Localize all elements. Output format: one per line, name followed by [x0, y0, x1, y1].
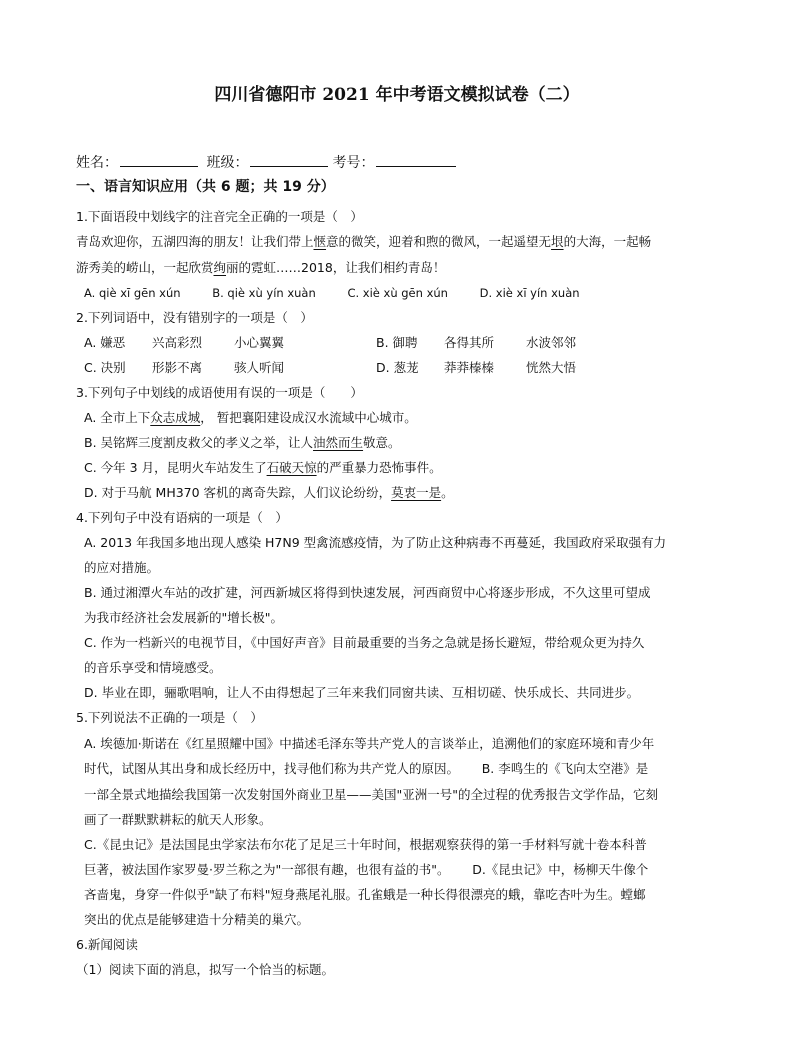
class-label: 班级： [206, 155, 249, 171]
q2-options-row-2 [84, 359, 576, 377]
q2-options-row-1 [84, 334, 576, 352]
section-heading: 一、语言知识应用（共 6 题；共 19 分） [76, 179, 335, 195]
class-blank[interactable] [250, 152, 328, 167]
q3-underlined-idiom: 莫衷一是 [391, 485, 442, 500]
q1-text: 游秀美的崂山，一起欣赏 [76, 260, 214, 275]
q1-option-c[interactable]: C. xiè xù gēn xún [347, 286, 448, 300]
q2-option-d-word: 恍然大悟 [526, 360, 577, 375]
q5-line-7: 吝啬鬼，身穿一件似乎"缺了布料"短身燕尾礼服。孔雀蛾是一种长得很漂亮的蛾，靠吃杏叶为生。螳螂 [84, 887, 646, 902]
q2-option-a-word: 兴高彩烈 [152, 335, 203, 350]
q1-stem: 1.下面语段中划线字的注音完全正确的一项是（ ） [76, 209, 363, 224]
q3-underlined-idiom: 油然而生 [313, 435, 364, 450]
q3-text: 敬意。 [363, 435, 401, 450]
q1-text: 青岛欢迎你，五湖四海的朋友！让我们带上 [76, 234, 314, 249]
q1-options [84, 284, 608, 302]
q6-stem: 6.新闻阅读 [76, 937, 138, 952]
q1-text: 丽的霓虹……2018，让我们相约青岛！ [226, 260, 446, 275]
name-blank[interactable] [120, 152, 198, 167]
q3-option-c[interactable] [84, 459, 442, 477]
q3-text: 。 [441, 485, 454, 500]
q1-text: 意的微笑，迎着和煦的微风，一起遥望无 [326, 234, 552, 249]
q5-stem: 5.下列说法不正确的一项是（ ） [76, 710, 263, 725]
q3-text: ， 暂把襄阳建设成汉水流域中心城市。 [200, 410, 417, 425]
number-blank[interactable] [376, 152, 456, 167]
q2-option-a-word[interactable]: A. 嫌恶 [84, 335, 126, 350]
q4-option-b-line-2: 为我市经济社会发展新的"增长极"。 [84, 610, 283, 625]
q3-text: D. 对于马航 MH370 客机的离奇失踪，人们议论纷纷， [84, 485, 392, 500]
q1-option-a[interactable]: A. qiè xī gēn xún [84, 286, 181, 300]
q3-underlined-idiom: 石破天惊 [266, 460, 317, 475]
q3-text: C. 今年 3 月，昆明火车站发生了 [84, 460, 267, 475]
q2-option-c-word: 形影不离 [152, 360, 203, 375]
page-title: 四川省德阳市 2021 年中考语文模拟试卷（二） [214, 85, 580, 105]
q3-stem: 3.下列句子中划线的成语使用有误的一项是（ ） [76, 385, 363, 400]
q2-option-d-word[interactable]: D. 葱茏 [376, 360, 419, 375]
q4-option-a-line-2: 的应对措施。 [84, 560, 160, 575]
q1-underlined-char: 绚 [213, 260, 227, 275]
q3-option-d[interactable] [84, 484, 454, 502]
q2-option-a-word: 小心翼翼 [234, 335, 285, 350]
q1-passage-line-1 [76, 233, 651, 251]
q2-option-b-word: 水波邻邻 [526, 335, 577, 350]
q4-option-c-line-2: 的音乐享受和情境感受。 [84, 660, 222, 675]
student-info-line [76, 152, 460, 172]
q2-option-c-word: 骇人听闻 [234, 360, 285, 375]
q5-line-4: 画了一群默默耕耘的航天人形象。 [84, 812, 272, 827]
name-label: 姓名： [76, 155, 118, 171]
q4-option-b-line-1[interactable]: B. 通过湘潭火车站的改扩建，河西新城区将得到快速发展，河西商贸中心将逐步形成，不久这里可望成 [84, 585, 651, 600]
q2-option-d-word: 莽莽榛榛 [444, 360, 495, 375]
q4-option-a-line-1[interactable]: A. 2013 年我国多地出现人感染 H7N9 型禽流感疫情，为了防止这种病毒不再蔓延，我国政府采取强有力 [84, 535, 667, 550]
q1-passage-line-2 [76, 259, 445, 277]
q5-line-6[interactable]: 巨著，被法国作家罗曼·罗兰称之为"一部很有趣，也很有益的书"。 D.《昆虫记》中，杨柳天牛像个 [84, 862, 649, 877]
q5-line-3: 一部全景式地描绘我国第一次发射国外商业卫星——美国"亚洲一号"的全过程的优秀报告文学作品，它刻 [84, 787, 659, 802]
q3-option-a[interactable] [84, 409, 417, 427]
q3-text: 的严重暴力恐怖事件。 [316, 460, 442, 475]
q5-line-5[interactable]: C.《昆虫记》是法国昆虫学家法布尔花了足足三十年时间，根据观察获得的第一手材料写就十卷本科普 [84, 837, 647, 852]
q1-underlined-char: 垠 [551, 234, 564, 249]
q3-underlined-idiom: 众志成城 [150, 410, 201, 425]
q3-text: B. 吴铭辉三度割皮救父的孝义之举，让人 [84, 435, 314, 450]
q2-option-c-word[interactable]: C. 决别 [84, 360, 126, 375]
number-label: 考号： [332, 155, 375, 171]
q5-line-8: 突出的优点是能够建造十分精美的巢穴。 [84, 912, 310, 927]
q4-option-d-line-1[interactable]: D. 毕业在即，骊歌唱响，让人不由得想起了三年来我们同窗共读、互相切磋、快乐成长、共同进步。 [84, 685, 640, 700]
q3-text: A. 全市上下 [84, 410, 151, 425]
q5-line-1[interactable]: A. 埃德加·斯诺在《红星照耀中国》中描述毛泽东等共产党人的言谈举止，追溯他们的家庭环境和青少年 [84, 736, 655, 751]
q4-option-c-line-1[interactable]: C. 作为一档新兴的电视节目，《中国好声音》目前最重要的当务之急就是扬长避短，带给观众更为持久 [84, 635, 645, 650]
q2-stem: 2.下列词语中，没有错别字的一项是（ ） [76, 310, 313, 325]
q2-option-b-word[interactable]: B. 御聘 [376, 335, 418, 350]
q1-underlined-char: 惬 [313, 234, 327, 249]
q4-stem: 4.下列句子中没有语病的一项是（ ） [76, 510, 288, 525]
q6-sub-question-1: （1）阅读下面的消息，拟写一个恰当的标题。 [76, 962, 334, 977]
q1-option-b[interactable]: B. qiè xù yín xuàn [212, 286, 316, 300]
q3-option-b[interactable] [84, 434, 401, 452]
q2-option-b-word: 各得其所 [444, 335, 495, 350]
q1-option-d[interactable]: D. xiè xī yín xuàn [479, 286, 580, 300]
q1-text: 的大海，一起畅 [563, 234, 652, 249]
q5-line-2[interactable]: 时代，试图从其出身和成长经历中，找寻他们称为共产党人的原因。 B. 李鸣生的《飞向太空港》是 [84, 761, 649, 776]
